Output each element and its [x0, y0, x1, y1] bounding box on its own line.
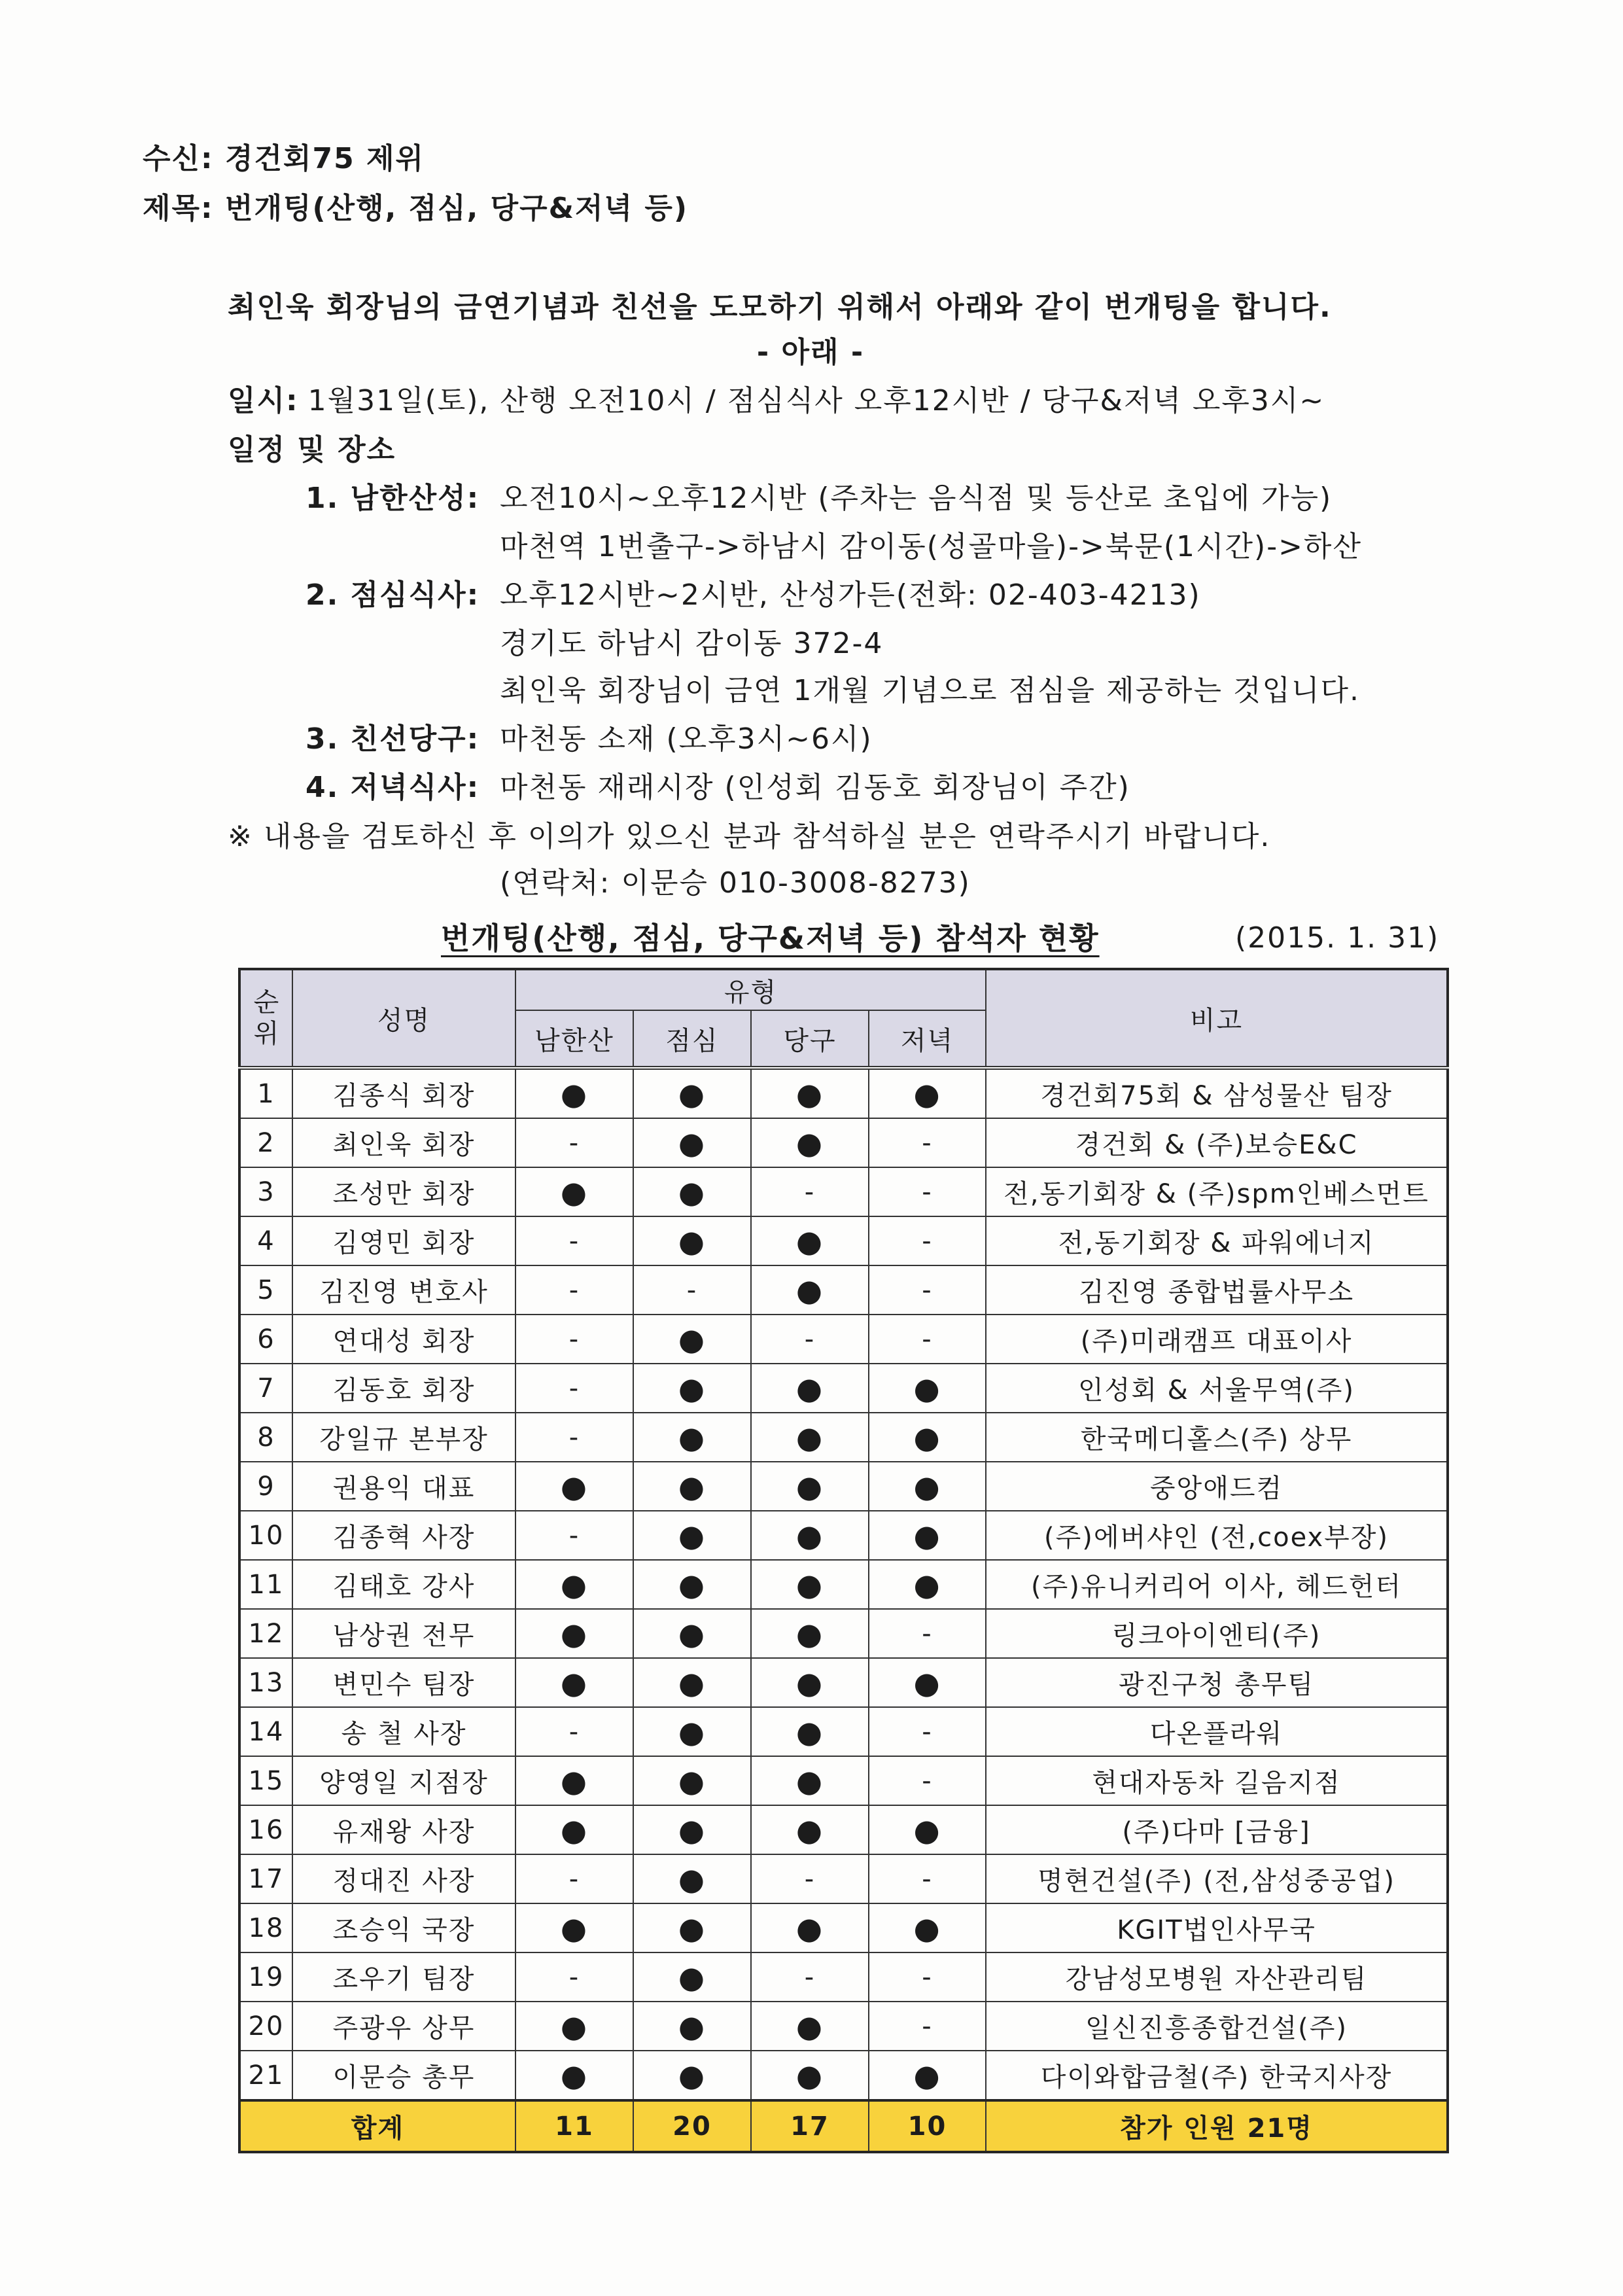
dinner-cell: ●: [869, 1903, 986, 1952]
note-cell: 현대자동차 길음지점: [986, 1756, 1448, 1805]
billiards-cell: ●: [751, 1216, 869, 1265]
note-cell: 한국메디홀스(주) 상무: [986, 1413, 1448, 1462]
note-cell: 광진구청 총무팀: [986, 1658, 1448, 1707]
schedule-item-text: 최인욱 회장님이 금연 1개월 기념으로 점심을 제공하는 것입니다.: [500, 674, 1360, 707]
schedule-item-label: 1. 남한산성:: [305, 482, 480, 515]
name-cell: 권용익 대표: [292, 1462, 515, 1511]
attendee-list: [239, 1068, 1448, 2100]
subject-label: 제목:: [143, 192, 214, 225]
attendee-row: [239, 1952, 1448, 2002]
billiards-cell: -: [751, 1952, 869, 2002]
attendee-row: [239, 1658, 1448, 1707]
note-cell: 경건회 & (주)보승E&C: [986, 1118, 1448, 1167]
rank-cell: 2: [239, 1118, 292, 1167]
dinner-cell: ●: [869, 1462, 986, 1511]
lunch-cell: ●: [633, 1068, 751, 1118]
billiards-cell: ●: [751, 1609, 869, 1658]
billiards-cell: ●: [751, 1658, 869, 1707]
attendee-row: [239, 1216, 1448, 1265]
total-note: 참가 인원 21명: [986, 2100, 1448, 2152]
contact-text: (연락처: 이문승 010-3008-8273): [500, 866, 971, 900]
billiards-cell: ●: [751, 2002, 869, 2051]
mountain-cell: -: [515, 1854, 633, 1903]
lunch-cell: ●: [633, 1707, 751, 1756]
mountain-cell: ●: [515, 1609, 633, 1658]
name-cell: 남상권 전무: [292, 1609, 515, 1658]
rank-cell: 15: [239, 1756, 292, 1805]
mountain-total: 11: [515, 2100, 633, 2152]
dinner-cell: ●: [869, 1364, 986, 1413]
rank-cell: 8: [239, 1413, 292, 1462]
lunch-cell: ●: [633, 1315, 751, 1364]
mountain-cell: ●: [515, 2002, 633, 2051]
recipient-line: [143, 135, 425, 183]
attendee-row: [239, 1364, 1448, 1413]
name-cell: 김종혁 사장: [292, 1511, 515, 1560]
dinner-cell: -: [869, 1756, 986, 1805]
dinner-cell: ●: [869, 1658, 986, 1707]
table-date: (2015. 1. 31): [1235, 921, 1440, 955]
note-cell: KGIT법인사무국: [986, 1903, 1448, 1952]
mountain-cell: -: [515, 1265, 633, 1315]
schedule-item-label: 4. 저녁식사:: [305, 771, 480, 804]
note-cell: 전,동기회장 & (주)spm인베스먼트: [986, 1167, 1448, 1216]
name-cell: 변민수 팀장: [292, 1658, 515, 1707]
lunch-cell: ●: [633, 1805, 751, 1854]
schedule-item-text: 마천동 재래시장 (인성회 김동호 회장님이 주간): [500, 771, 1130, 804]
dinner-cell: -: [869, 1952, 986, 2002]
datetime-value: 1월31일(토), 산행 오전10시 / 점심식사 오후12시반 / 당구&저녁 오후3시~: [307, 384, 1325, 417]
note-cell: 경건회75회 & 삼성물산 팀장: [986, 1068, 1448, 1118]
rank-cell: 17: [239, 1854, 292, 1903]
dinner-cell: -: [869, 1118, 986, 1167]
dinner-cell: -: [869, 1216, 986, 1265]
dinner-cell: -: [869, 2002, 986, 2051]
note-cell: 링크아이엔티(주): [986, 1609, 1448, 1658]
billiards-cell: ●: [751, 1560, 869, 1609]
intro-text: 최인욱 회장님의 금연기념과 친선을 도모하기 위해서 아래와 같이 번개팅을 합니다.: [228, 291, 1332, 324]
lunch-header: 점심: [633, 1010, 751, 1068]
lunch-cell: ●: [633, 1952, 751, 2002]
mountain-cell: -: [515, 1216, 633, 1265]
attendee-row: [239, 1413, 1448, 1462]
name-cell: 조성만 회장: [292, 1167, 515, 1216]
billiards-cell: -: [751, 1167, 869, 1216]
table-header-row: [239, 969, 1448, 1010]
billiards-cell: ●: [751, 1364, 869, 1413]
attendance-table: [238, 968, 1449, 2153]
rank-cell: 3: [239, 1167, 292, 1216]
note-header: 비고: [986, 969, 1448, 1068]
note-cell: 일신진흥종합건설(주): [986, 2002, 1448, 2051]
lunch-cell: ●: [633, 1364, 751, 1413]
billiards-cell: ●: [751, 1118, 869, 1167]
billiards-header: 당구: [751, 1010, 869, 1068]
lunch-cell: ●: [633, 1167, 751, 1216]
mountain-cell: ●: [515, 1560, 633, 1609]
attendee-row: [239, 1265, 1448, 1315]
lunch-cell: -: [633, 1265, 751, 1315]
name-cell: 강일규 본부장: [292, 1413, 515, 1462]
lunch-cell: ●: [633, 1413, 751, 1462]
mountain-cell: ●: [515, 1756, 633, 1805]
mountain-cell: -: [515, 1952, 633, 2002]
lunch-cell: ●: [633, 1854, 751, 1903]
rank-cell: 21: [239, 2051, 292, 2100]
attendee-row: [239, 1167, 1448, 1216]
dinner-header: 저녁: [869, 1010, 986, 1068]
name-cell: 양영일 지점장: [292, 1756, 515, 1805]
billiards-cell: ●: [751, 1413, 869, 1462]
schedule-item-label: 3. 친선당구:: [305, 722, 480, 756]
mountain-cell: ●: [515, 1805, 633, 1854]
billiards-cell: ●: [751, 1462, 869, 1511]
attendee-row: [239, 1707, 1448, 1756]
note-cell: (주)유니커리어 이사, 헤드헌터: [986, 1560, 1448, 1609]
lunch-cell: ●: [633, 1216, 751, 1265]
note-cell: 다이와합금철(주) 한국지사장: [986, 2051, 1448, 2100]
mountain-cell: ●: [515, 1462, 633, 1511]
dinner-cell: ●: [869, 2051, 986, 2100]
dinner-cell: -: [869, 1315, 986, 1364]
datetime-line: [228, 377, 1325, 425]
datetime-label: 일시:: [228, 384, 299, 417]
rank-cell: 4: [239, 1216, 292, 1265]
name-cell: 조우기 팀장: [292, 1952, 515, 2002]
billiards-cell: ●: [751, 1903, 869, 1952]
rank-cell: 16: [239, 1805, 292, 1854]
lunch-cell: ●: [633, 2051, 751, 2100]
lunch-cell: ●: [633, 2002, 751, 2051]
mountain-cell: -: [515, 1118, 633, 1167]
attendee-row: [239, 1511, 1448, 1560]
name-cell: 김진영 변호사: [292, 1265, 515, 1315]
mountain-cell: ●: [515, 1167, 633, 1216]
dinner-cell: -: [869, 1609, 986, 1658]
billiards-cell: ●: [751, 1756, 869, 1805]
mountain-cell: ●: [515, 2051, 633, 2100]
schedule-item-text: 마천동 소재 (오후3시~6시): [500, 722, 873, 756]
name-cell: 이문승 총무: [292, 2051, 515, 2100]
billiards-cell: ●: [751, 1068, 869, 1118]
note-cell: 인성회 & 서울무역(주): [986, 1364, 1448, 1413]
mountain-cell: -: [515, 1413, 633, 1462]
mountain-cell: -: [515, 1364, 633, 1413]
dinner-cell: -: [869, 1265, 986, 1315]
dinner-cell: -: [869, 1854, 986, 1903]
name-cell: 김영민 회장: [292, 1216, 515, 1265]
name-cell: 연대성 회장: [292, 1315, 515, 1364]
rank-cell: 9: [239, 1462, 292, 1511]
attendee-row: [239, 1462, 1448, 1511]
schedule-item-text: 오전10시~오후12시반 (주차는 음식점 및 등산로 초입에 가능): [500, 482, 1333, 515]
subject-value: 번개팅(산행, 점심, 당구&저녁 등): [224, 192, 688, 225]
rank-cell: 11: [239, 1560, 292, 1609]
schedule-item-text: 마천역 1번출구->하남시 감이동(성골마을)->북문(1시간)->하산: [500, 530, 1362, 563]
rank-cell: 20: [239, 2002, 292, 2051]
dinner-cell: ●: [869, 1413, 986, 1462]
mountain-cell: ●: [515, 1068, 633, 1118]
lunch-total: 20: [633, 2100, 751, 2152]
dinner-cell: ●: [869, 1511, 986, 1560]
dinner-total: 10: [869, 2100, 986, 2152]
attendee-row: [239, 1315, 1448, 1364]
notice-text: ※ 내용을 검토하신 후 이의가 있으신 분과 참석하실 분은 연락주시기 바랍니다.: [228, 820, 1271, 853]
rank-header: 순위: [239, 969, 292, 1068]
subject-line: [143, 185, 688, 233]
note-cell: 중앙애드컴: [986, 1462, 1448, 1511]
name-cell: 유재왕 사장: [292, 1805, 515, 1854]
rank-cell: 10: [239, 1511, 292, 1560]
total-row: [239, 2100, 1448, 2152]
mountain-header: 남한산: [515, 1010, 633, 1068]
lunch-cell: ●: [633, 1903, 751, 1952]
name-cell: 조승익 국장: [292, 1903, 515, 1952]
schedule-item-text: 경기도 하남시 감이동 372-4: [500, 627, 884, 660]
rank-cell: 5: [239, 1265, 292, 1315]
note-cell: 명현건설(주) (전,삼성중공업): [986, 1854, 1448, 1903]
attendee-row: [239, 1756, 1448, 1805]
billiards-cell: -: [751, 1854, 869, 1903]
attendee-row: [239, 1609, 1448, 1658]
attendee-row: [239, 1118, 1448, 1167]
note-cell: 김진영 종합법률사무소: [986, 1265, 1448, 1315]
mountain-cell: ●: [515, 1658, 633, 1707]
type-header: 유형: [515, 969, 986, 1010]
note-cell: (주)미래캠프 대표이사: [986, 1315, 1448, 1364]
billiards-total: 17: [751, 2100, 869, 2152]
dinner-cell: ●: [869, 1068, 986, 1118]
lunch-cell: ●: [633, 1462, 751, 1511]
schedule-heading: 일정 및 장소: [228, 433, 396, 467]
attendee-row: [239, 2002, 1448, 2051]
billiards-cell: ●: [751, 1511, 869, 1560]
name-cell: 최인욱 회장: [292, 1118, 515, 1167]
name-cell: 김종식 회장: [292, 1068, 515, 1118]
attendee-row: [239, 1068, 1448, 1118]
attendee-row: [239, 1560, 1448, 1609]
rank-cell: 18: [239, 1903, 292, 1952]
lunch-cell: ●: [633, 1118, 751, 1167]
lunch-cell: ●: [633, 1609, 751, 1658]
mountain-cell: -: [515, 1511, 633, 1560]
billiards-cell: ●: [751, 1707, 869, 1756]
rank-cell: 12: [239, 1609, 292, 1658]
name-cell: 송 철 사장: [292, 1707, 515, 1756]
attendee-row: [239, 1903, 1448, 1952]
schedule-item-label: 2. 점심식사:: [305, 578, 480, 612]
schedule-item-text: 오후12시반~2시반, 산성가든(전화: 02-403-4213): [500, 578, 1201, 612]
recipient-label: 수신:: [143, 142, 214, 175]
note-cell: (주)다마 [금융]: [986, 1805, 1448, 1854]
name-cell: 김태호 강사: [292, 1560, 515, 1609]
rank-cell: 7: [239, 1364, 292, 1413]
note-cell: (주)에버샤인 (전,coex부장): [986, 1511, 1448, 1560]
rank-cell: 19: [239, 1952, 292, 2002]
billiards-cell: -: [751, 1315, 869, 1364]
rank-cell: 1: [239, 1068, 292, 1118]
below-marker: - 아래 -: [756, 336, 865, 369]
lunch-cell: ●: [633, 1511, 751, 1560]
billiards-cell: ●: [751, 1265, 869, 1315]
total-label: 합계: [239, 2100, 515, 2152]
name-cell: 정대진 사장: [292, 1854, 515, 1903]
attendee-row: [239, 1805, 1448, 1854]
lunch-cell: ●: [633, 1756, 751, 1805]
note-cell: 전,동기회장 & 파워에너지: [986, 1216, 1448, 1265]
name-cell: 김동호 회장: [292, 1364, 515, 1413]
mountain-cell: ●: [515, 1903, 633, 1952]
lunch-cell: ●: [633, 1560, 751, 1609]
billiards-cell: ●: [751, 1805, 869, 1854]
name-header: 성명: [292, 969, 515, 1068]
rank-cell: 13: [239, 1658, 292, 1707]
rank-cell: 6: [239, 1315, 292, 1364]
dinner-cell: -: [869, 1167, 986, 1216]
name-cell: 주광우 상무: [292, 2002, 515, 2051]
mountain-cell: -: [515, 1707, 633, 1756]
table-title: 번개팅(산행, 점심, 당구&저녁 등) 참석자 현황: [441, 921, 1100, 956]
note-cell: 강남성모병원 자산관리팀: [986, 1952, 1448, 2002]
dinner-cell: ●: [869, 1805, 986, 1854]
attendee-row: [239, 1854, 1448, 1903]
rank-cell: 14: [239, 1707, 292, 1756]
billiards-cell: ●: [751, 2051, 869, 2100]
note-cell: 다온플라워: [986, 1707, 1448, 1756]
dinner-cell: -: [869, 1707, 986, 1756]
mountain-cell: -: [515, 1315, 633, 1364]
lunch-cell: ●: [633, 1658, 751, 1707]
attendee-row: [239, 2051, 1448, 2100]
recipient-value: 경건회75 제위: [224, 142, 425, 175]
dinner-cell: ●: [869, 1560, 986, 1609]
